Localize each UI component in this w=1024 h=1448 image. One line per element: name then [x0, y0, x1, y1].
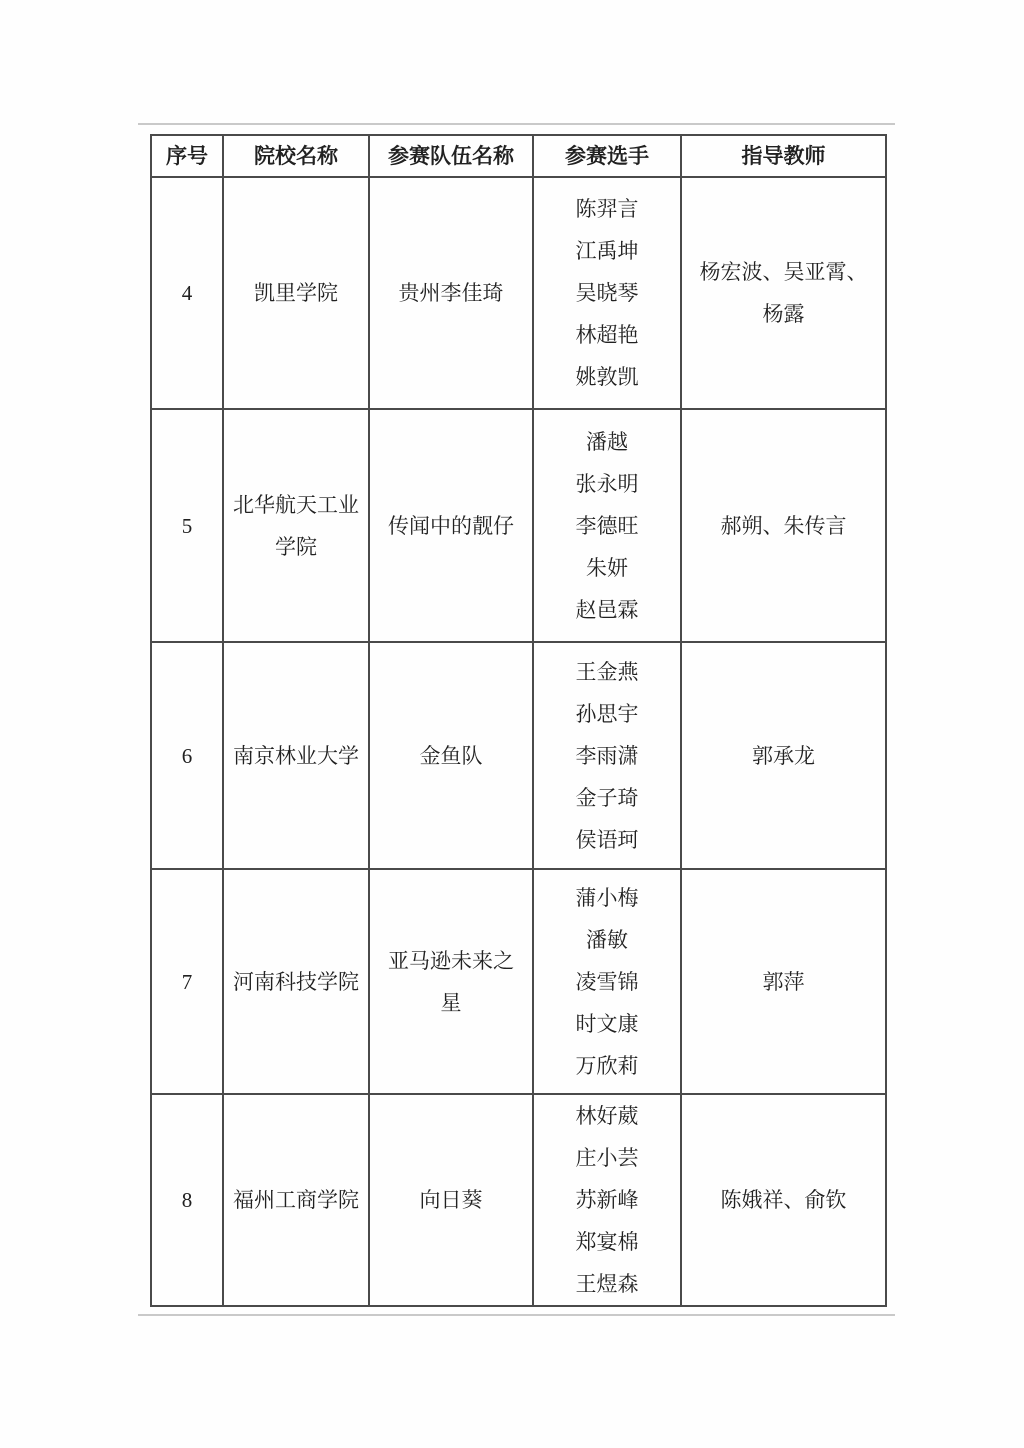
player-name: 吴晓琴	[575, 281, 639, 305]
table-row	[151, 177, 886, 409]
player-name: 苏新峰	[575, 1188, 639, 1212]
player-name: 王煜森	[575, 1272, 639, 1296]
column-header-teachers: 指导教师	[681, 135, 886, 177]
player-name: 张永明	[575, 471, 639, 496]
player-name: 李雨潇	[575, 743, 639, 768]
pagebreak-line-top	[138, 123, 895, 125]
player-name: 庄小芸	[575, 1146, 639, 1170]
pagebreak-line-bottom	[138, 1314, 895, 1316]
player-name: 时文康	[575, 1011, 639, 1036]
cell-team: 向日葵	[369, 1094, 533, 1306]
table-row	[151, 409, 886, 642]
cell-players	[533, 1094, 681, 1306]
column-header-school: 院校名称	[223, 135, 369, 177]
player-name: 侯语珂	[575, 827, 639, 852]
cell-no: 4	[151, 177, 223, 409]
cell-players	[533, 177, 681, 409]
player-name: 林超艳	[575, 323, 639, 347]
player-name: 林好葳	[575, 1104, 639, 1128]
cell-team: 亚马逊未来之星	[369, 869, 533, 1094]
player-name: 赵邑霖	[575, 597, 639, 622]
table-row	[151, 1094, 886, 1306]
cell-no: 5	[151, 409, 223, 642]
cell-no: 6	[151, 642, 223, 869]
table-header-row	[151, 135, 886, 177]
cell-school: 北华航天工业学院	[223, 409, 369, 642]
player-name: 孙思宇	[575, 701, 639, 726]
cell-team: 金鱼队	[369, 642, 533, 869]
player-name: 万欣莉	[575, 1053, 639, 1078]
cell-team: 传闻中的靓仔	[369, 409, 533, 642]
cell-school: 福州工商学院	[223, 1094, 369, 1306]
cell-no: 8	[151, 1094, 223, 1306]
cell-team: 贵州李佳琦	[369, 177, 533, 409]
player-name: 陈羿言	[575, 197, 639, 221]
cell-players	[533, 869, 681, 1094]
table-row	[151, 869, 886, 1094]
cell-players	[533, 409, 681, 642]
cell-teachers: 陈娥祥、俞钦	[681, 1094, 886, 1306]
column-header-team: 参赛队伍名称	[369, 135, 533, 177]
player-name: 金子琦	[575, 785, 639, 810]
table-row	[151, 642, 886, 869]
player-name: 郑宴棉	[575, 1230, 639, 1254]
cell-teachers: 郭萍	[681, 869, 886, 1094]
cell-players	[533, 642, 681, 869]
player-name: 蒲小梅	[575, 885, 639, 910]
player-name: 潘敏	[586, 927, 628, 952]
player-name: 凌雪锦	[575, 969, 639, 994]
player-name: 朱妍	[586, 555, 628, 580]
cell-school: 河南科技学院	[223, 869, 369, 1094]
teams-roster-table	[150, 134, 887, 1307]
player-name: 王金燕	[575, 659, 639, 684]
cell-teachers: 郝朔、朱传言	[681, 409, 886, 642]
player-name: 李德旺	[575, 513, 639, 538]
roster-table-container	[150, 134, 885, 1307]
cell-teachers: 杨宏波、吴亚霄、杨露	[681, 177, 886, 409]
cell-school: 南京林业大学	[223, 642, 369, 869]
player-name: 江禹坤	[575, 239, 639, 263]
player-name: 潘越	[586, 429, 628, 454]
column-header-players: 参赛选手	[533, 135, 681, 177]
column-header-no: 序号	[151, 135, 223, 177]
player-name: 姚敦凯	[575, 365, 639, 389]
cell-no: 7	[151, 869, 223, 1094]
cell-teachers: 郭承龙	[681, 642, 886, 869]
cell-school: 凯里学院	[223, 177, 369, 409]
